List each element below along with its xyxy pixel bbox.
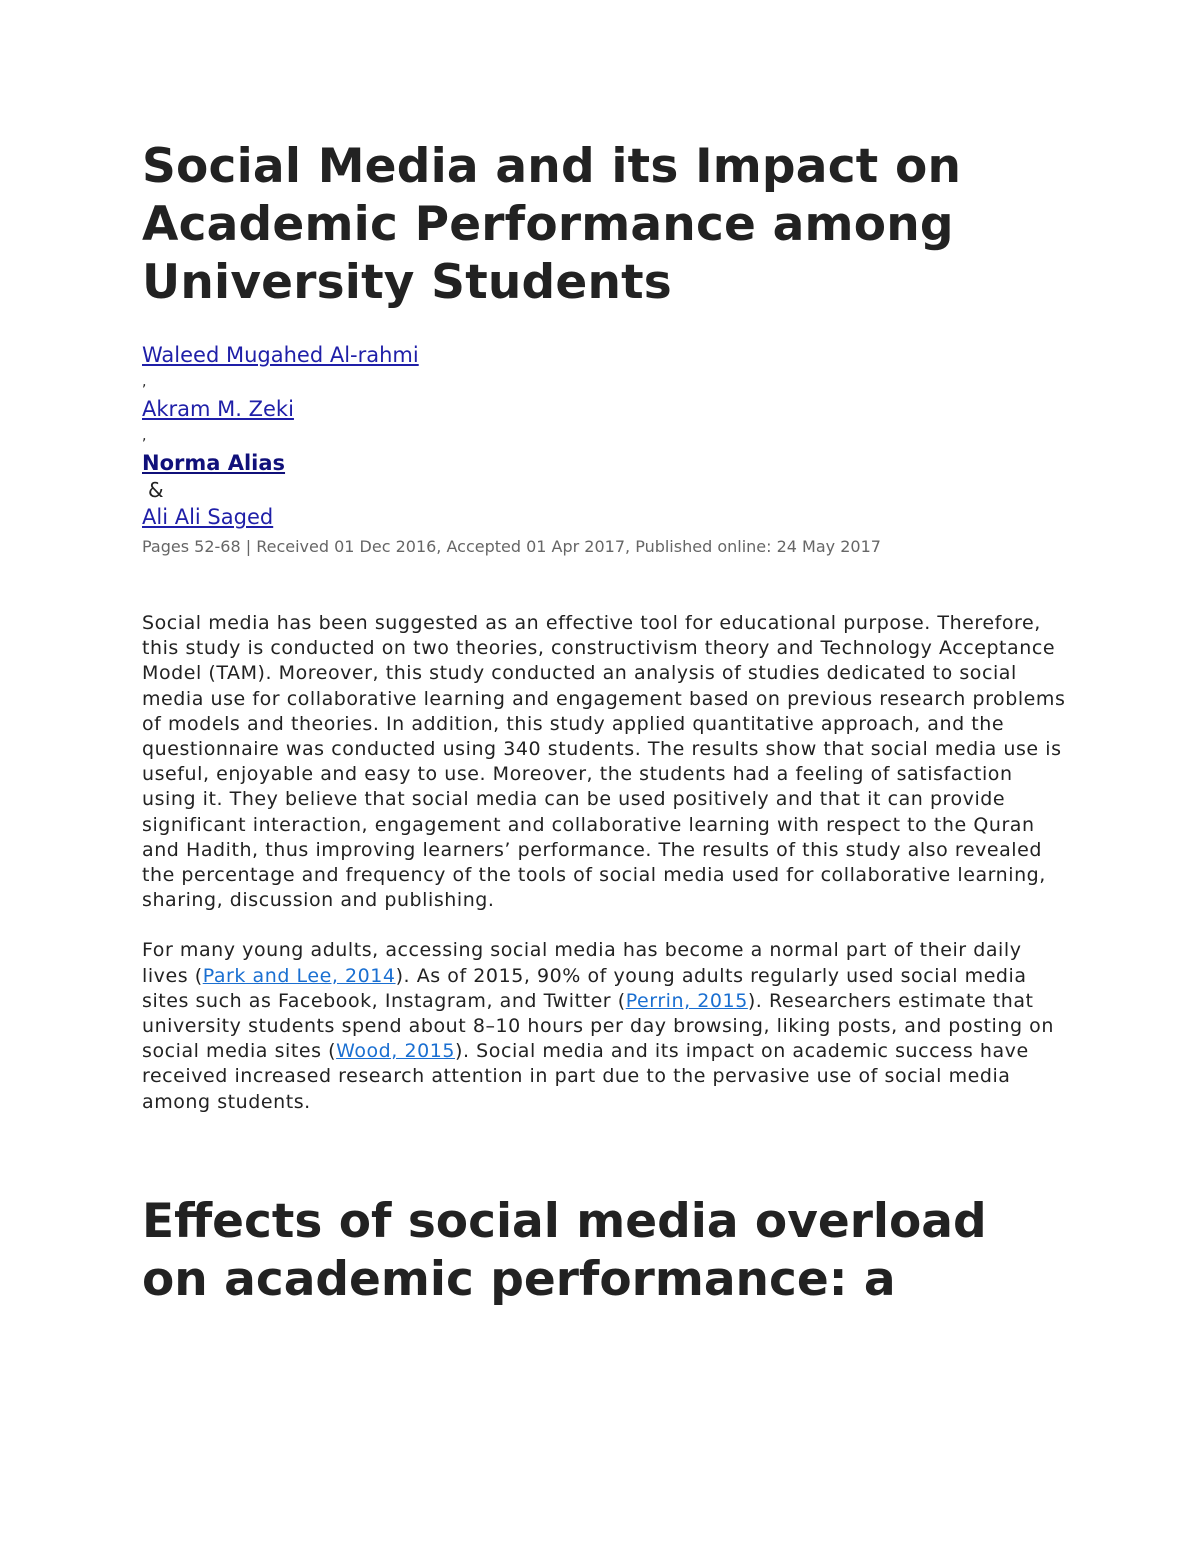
author-link-ali-ali-saged[interactable]: Ali Ali Saged [142, 505, 274, 529]
author-list [142, 342, 1072, 531]
intro-text-3: ). Researchers estimate that university students spend about 8–10 hours per day browsing, liking posts, and posting on social media sites ( [142, 989, 1054, 1063]
next-article-title-line-2: on academic performance: a [142, 1251, 896, 1307]
next-article-title [142, 1193, 1072, 1309]
author-link-waleed-mugahed-al-rahmi[interactable]: Waleed Mugahed Al-rahmi [142, 343, 419, 367]
article-title-line-1: Social Media and its Impact on [142, 139, 962, 194]
intro-paragraph [142, 938, 1072, 1114]
abstract-paragraph: Social media has been suggested as an effective tool for educational purpose. Therefore, this study is conducted on two theories, constructivism theory and Technology Acceptance Model (TAM). Moreover, this study conducted an analysis of studies dedicated to social media use for collaborative learning and engagement based on previous research problems of models and theories. In addition, this study applied quantitative approach, and the questionnaire was conducted using 340 students. The results show that social media use is useful, enjoyable and easy to use. Moreover, the students had a feeling of satisfaction using it. They believe that social media can be used positively and that it can provide significant interaction, engagement and collaborative learning with respect to the Quran and Hadith, thus improving learners’ performance. The results of this study also revealed the percentage and frequency of the tools of social media used for collaborative learning, sharing, discussion and publishing. [142, 612, 1066, 912]
publication-meta: Pages 52-68 | Received 01 Dec 2016, Accepted 01 Apr 2017, Published online: 24 May 2017 [142, 537, 881, 556]
article-title [142, 138, 1072, 312]
article-title-line-2: Academic Performance among [142, 197, 954, 252]
document-page [142, 138, 1072, 1348]
author-ampersand: & [148, 478, 164, 502]
citation-link-perrin-2015[interactable]: Perrin, 2015 [625, 989, 748, 1012]
next-article-title-line-1: Effects of social media overload [142, 1193, 987, 1249]
intro-text-4: ). Social media and its impact on academic success have received increased research attention in part due to the pervasive use of social media among students. [142, 1040, 1029, 1113]
author-link-norma-alias[interactable]: Norma Alias [142, 451, 286, 475]
author-separator: , [142, 428, 147, 444]
intro-text-2: ). As of 2015, 90% of young adults regularly used social media sites such as Facebook, Instagram, and Twitter ( [142, 964, 1027, 1012]
citation-link-park-lee-2014[interactable]: Park and Lee, 2014 [202, 964, 396, 987]
citation-link-wood-2015[interactable]: Wood, 2015 [336, 1040, 456, 1063]
author-link-akram-m-zeki[interactable]: Akram M. Zeki [142, 397, 294, 421]
intro-text-1: For many young adults, accessing social media has become a normal part of their daily lives ( [142, 939, 1022, 987]
author-separator: , [142, 374, 147, 390]
article-title-line-3: University Students [142, 255, 672, 310]
